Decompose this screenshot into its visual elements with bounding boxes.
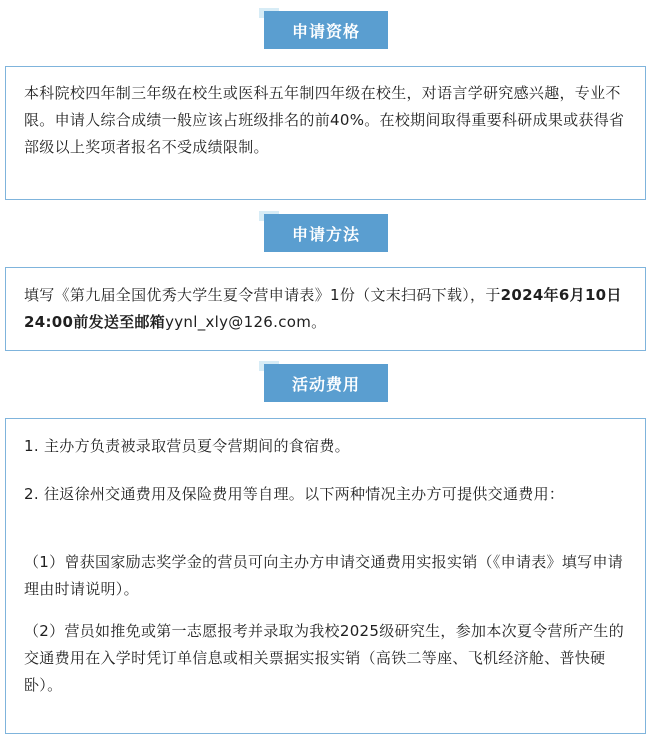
eligibility-text: 本科院校四年制三年级在校生或医科五年制四年级在校生，对语言学研究感兴趣，专业不限。申请人综合成绩一般应该占班级排名的前40%。在校期间取得重要科研成果或获得省部级以上奖项者报名不受成绩限制。	[24, 84, 625, 156]
fees-item-2-2: （2）营员如推免或第一志愿报考并录取为我校2025级研究生，参加本次夏令营所产生的交通费用在入学时凭订单信息或相关票据实报实销（高铁二等座、飞机经济舱、普快硬卧）。	[24, 622, 625, 694]
application-email[interactable]: yynl_xly@126.com。	[165, 313, 327, 331]
fees-item-1: 1. 主办方负责被录取营员夏令营期间的食宿费。	[24, 437, 350, 455]
section-title-eligibility: 申请资格	[264, 11, 388, 49]
section-title-application: 申请方法	[264, 214, 388, 252]
fees-item-2: 2. 往返徐州交通费用及保险费用等自理。以下两种情况主办方可提供交通费用：	[24, 485, 565, 503]
section-title-fees: 活动费用	[264, 364, 388, 402]
application-deadline: 2024年6月10日24:00前发送至邮箱	[24, 286, 622, 331]
section-header-eligibility	[0, 8, 655, 52]
application-box	[5, 267, 646, 351]
section-header-fees	[0, 361, 655, 405]
application-text	[24, 282, 631, 336]
application-text-plain: 填写《第九届全国优秀大学生夏令营申请表》1份（文末扫码下载），于	[24, 286, 501, 304]
fees-item-2-1: （1）曾获国家励志奖学金的营员可向主办方申请交通费用实报实销（《申请表》填写申请理由时请说明）。	[24, 553, 624, 598]
fees-box	[5, 418, 646, 734]
section-header-application	[0, 211, 655, 255]
eligibility-box	[5, 66, 646, 200]
